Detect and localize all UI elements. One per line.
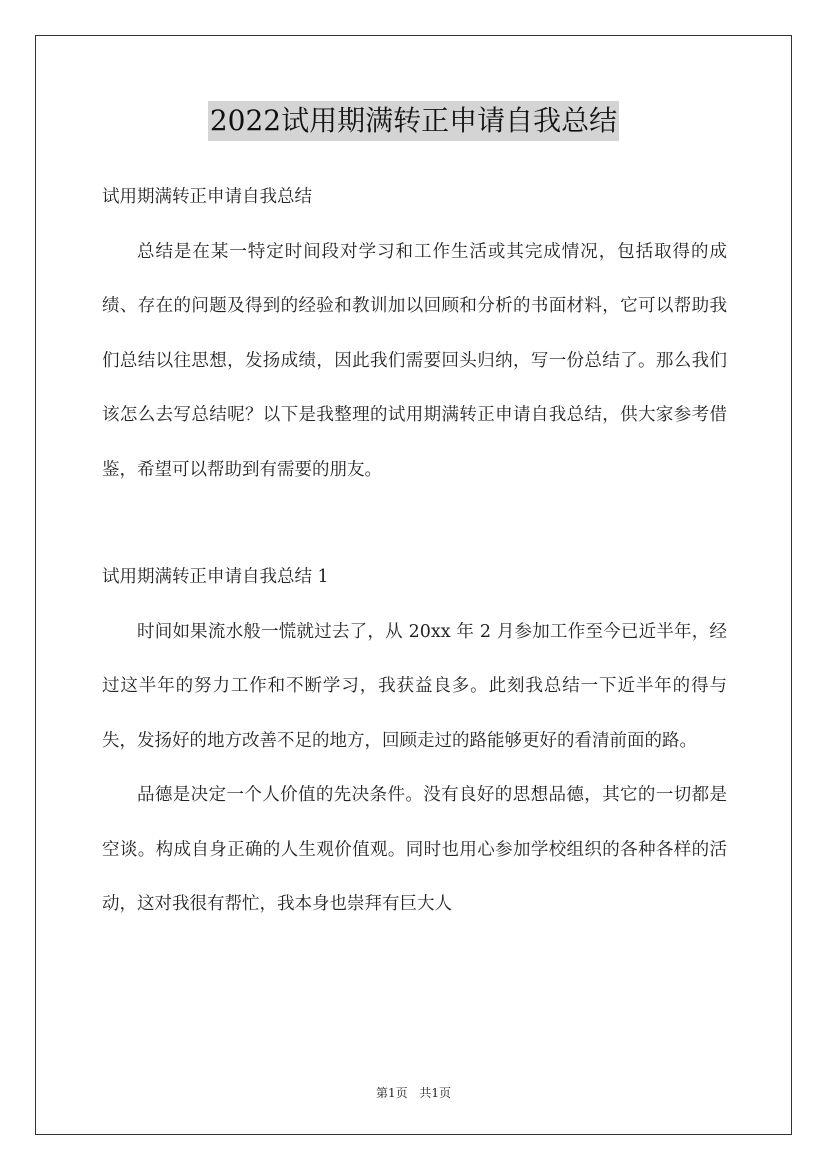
intro-heading: 试用期满转正申请自我总结 xyxy=(102,187,312,207)
section-spacer xyxy=(102,497,727,550)
intro-paragraph: 总结是在某一特定时间段对学习和工作生活或其完成情况，包括取得的成绩、存在的问题及得到的经验和教训加以回顾和分析的书面材料，它可以帮助我们总结以往思想，发扬成绩，因此我们需要回头归纳，写一份总结了。那么我们该怎么去写总结呢？以下是我整理的试用期满转正申请自我总结，供大家参考借鉴，希望可以帮助到有需要的朋友。 xyxy=(102,241,727,480)
page-number: 第1页 xyxy=(375,1086,408,1100)
section1-paragraph-2: 品德是决定一个人价值的先决条件。没有良好的思想品德，其它的一切都是空谈。构成自身正确的人生观价值观。同时也用心参加学校组织的各种各样的活动，这对我很有帮忙，我本身也崇拜有巨大人 xyxy=(102,785,727,914)
document-body xyxy=(102,170,727,932)
page-footer xyxy=(0,1084,827,1101)
page-total: 共1页 xyxy=(419,1086,452,1100)
section1-heading: 试用期满转正申请自我总结 1 xyxy=(102,567,329,587)
title-container xyxy=(0,101,827,141)
document-title: 2022试用期满转正申请自我总结 xyxy=(208,101,619,141)
section1-paragraph-1: 时间如果流水般一慌就过去了，从 20xx 年 2 月参加工作至今已近半年，经过这半年的努力工作和不断学习，我获益良多。此刻我总结一下近半年的得与失，发扬好的地方改善不足的地方，回顾走过的路能够更好的看清前面的路。 xyxy=(102,621,727,751)
